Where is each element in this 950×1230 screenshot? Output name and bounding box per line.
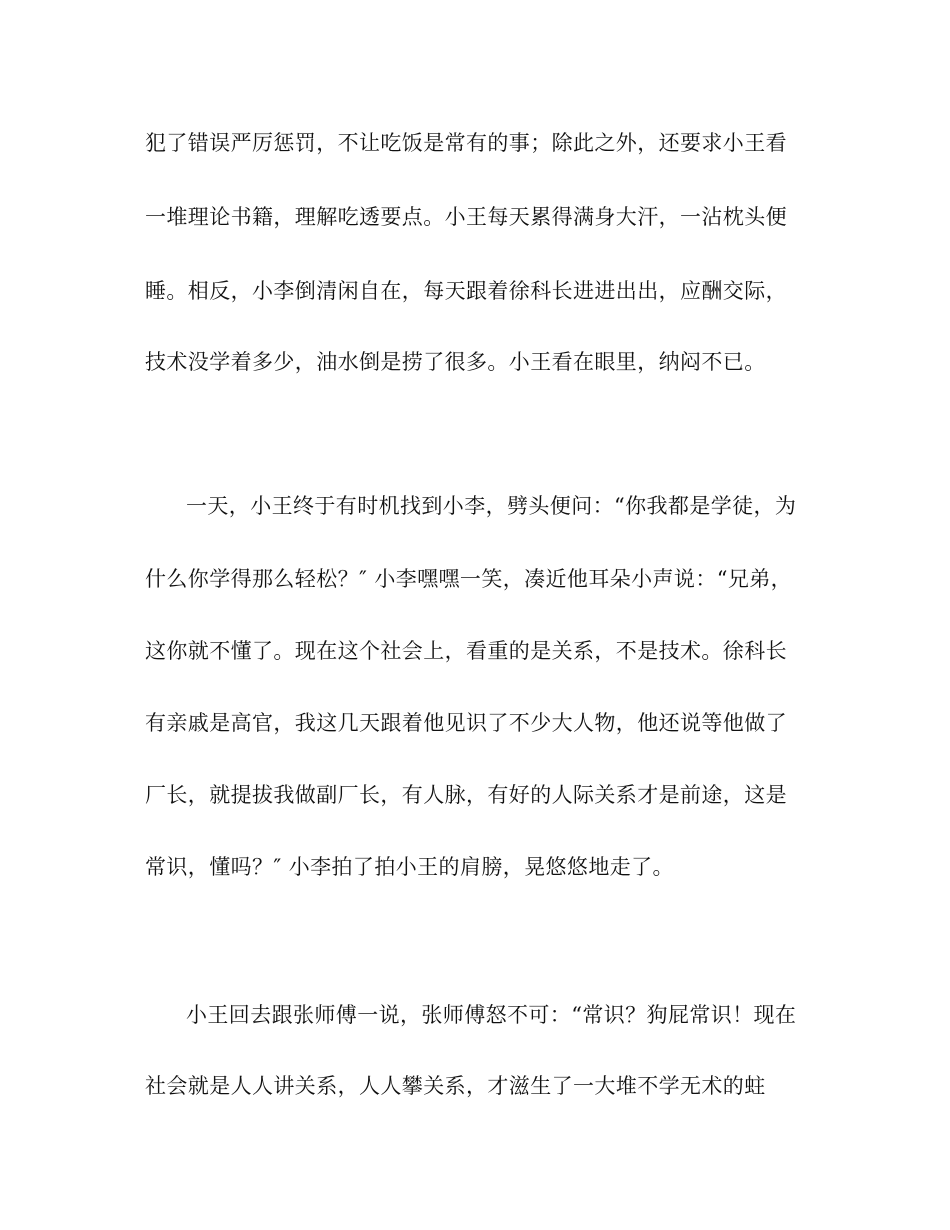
paragraph-2-line-2: 什么你学得那么轻松？″ 小李嘿嘿一笑，凑近他耳朵小声说：“兄弟， (145, 567, 793, 591)
paragraph-1-line-3: 睡。相反，小李倒清闲自在，每天跟着徐科长进进出出，应酬交际， (145, 279, 787, 303)
paragraph-1-line-1: 犯了错误严厉惩罚，不让吃饭是常有的事；除此之外，还要求小王看 (145, 131, 787, 155)
paragraph-2-line-3: 这你就不懂了。现在这个社会上，看重的是关系，不是技术。徐科长 (145, 639, 787, 663)
paragraph-1-line-4: 技术没学着多少，油水倒是捞了很多。小王看在眼里，纳闷不已。 (145, 350, 766, 374)
paragraph-2-line-5: 厂长，就提拔我做副厂长，有人脉，有好的人际关系才是前途，这是 (145, 783, 787, 807)
paragraph-3-line-1: 小王回去跟张师傅一说，张师傅怒不可：“常识？狗屁常识！现在 (186, 1003, 797, 1027)
paragraph-1-line-2: 一堆理论书籍，理解吃透要点。小王每天累得满身大汗，一沾枕头便 (145, 205, 787, 229)
paragraph-3-line-2: 社会就是人人讲关系，人人攀关系，才滋生了一大堆不学无术的蛀 (145, 1074, 766, 1098)
paragraph-2-line-1: 一天，小王终于有时机找到小李，劈头便问：“你我都是学徒，为 (186, 494, 797, 518)
paragraph-2-line-4: 有亲戚是高官，我这几天跟着他见识了不少大人物，他还说等他做了 (145, 711, 787, 735)
paragraph-2-line-6: 常识，懂吗？″ 小李拍了拍小王的肩膀，晃悠悠地走了。 (145, 855, 674, 879)
